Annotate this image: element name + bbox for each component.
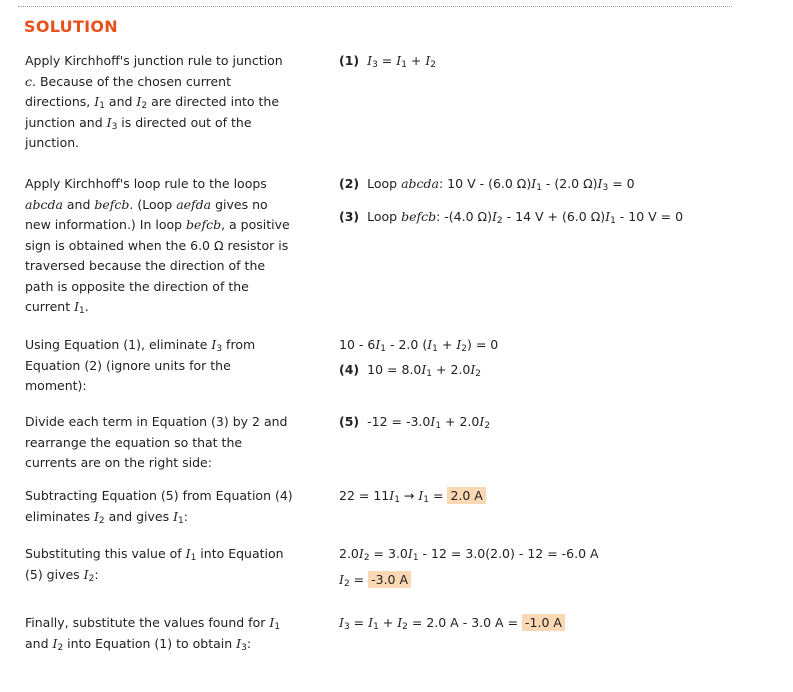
i2-substitution-equation: $2.0I_2 = 3.0I_1 - 12 = 3.0(2.0) - 12 = -6.0$ A: [339, 546, 599, 563]
equation-1: (1) $I_3 = I_1 + I_2$: [339, 53, 437, 70]
i2-result-equation: $I_2 = -3.0$ A: [339, 570, 759, 592]
substituted-equation: $10 - 6I_1 - 2.0$ $(I_1 + I_2) = 0$: [339, 337, 499, 354]
step-6-equations: [339, 544, 759, 592]
step-4-equations: [339, 412, 759, 434]
equation-4: (4) $10 = 8.0I_1 + 2.0I_2$: [339, 362, 482, 379]
answer-i2-highlight: -3.0 A: [368, 571, 411, 588]
answer-i1-highlight: 2.0 A: [447, 487, 485, 504]
equation-3: (3) Loop befcb: -(4.0 $\Omega)I_2 - 14$ V + (6.0 $\Omega)I_1 - 10$ V = 0: [339, 209, 684, 226]
step-6-text: Substituting this value of $I_1$ into Equation (5) gives $I_2$:: [25, 546, 284, 584]
step-3-text: Using Equation (1), eliminate $I_3$ from Equation (2) (ignore units for the moment):: [25, 337, 256, 393]
i3-result-equation: $I_3 = I_1 + I_2 = 2.0$ A - 3.0 A = -1.0 A: [339, 613, 759, 635]
equation-2: (2) Loop abcda: 10 V - (6.0 $\Omega)I_1 - (2.0$ $\Omega)I_3 = 0$: [339, 176, 635, 193]
step-1-equations: [339, 51, 759, 73]
solution-heading: SOLUTION: [24, 17, 119, 36]
step-1-text: Apply Kirchhoff's junction rule to junction c. Because of the chosen current directions, $I_1$ and $I_2$ are directed into the junction and $I_3$ is directed out of the junction.: [25, 53, 283, 150]
step-3-equations: [339, 335, 759, 382]
step-2-text: Apply Kirchhoff's loop rule to the loops abcda and befcb. (Loop aefda gives no new information.) In loop befcb, a positive sign is obtained when the 6.0 Ω resistor is traversed because the direction of the path is opposite the direction of the current $I_1$.: [25, 176, 290, 316]
step-5-equations: [339, 486, 759, 508]
step-7-equations: [339, 613, 759, 635]
top-divider: [18, 6, 732, 7]
step-4-text: Divide each term in Equation (3) by 2 and rearrange the equation so that the currents are on the right side:: [25, 414, 288, 470]
equation-5: (5) $-12 = -3.0I_1 + 2.0I_2$: [339, 414, 491, 431]
answer-i3-highlight: -1.0 A: [522, 614, 565, 631]
step-2-equations: [339, 174, 759, 227]
step-7-text: Finally, substitute the values found for $I_1$ and $I_2$ into Equation (1) to obtain $I_3$:: [25, 615, 281, 653]
i1-result-equation: $22 = 11I_1 \to I_1 = 2.0$ A: [339, 486, 759, 508]
step-5-text: Subtracting Equation (5) from Equation (4) eliminates $I_2$ and gives $I_1$:: [25, 488, 293, 526]
